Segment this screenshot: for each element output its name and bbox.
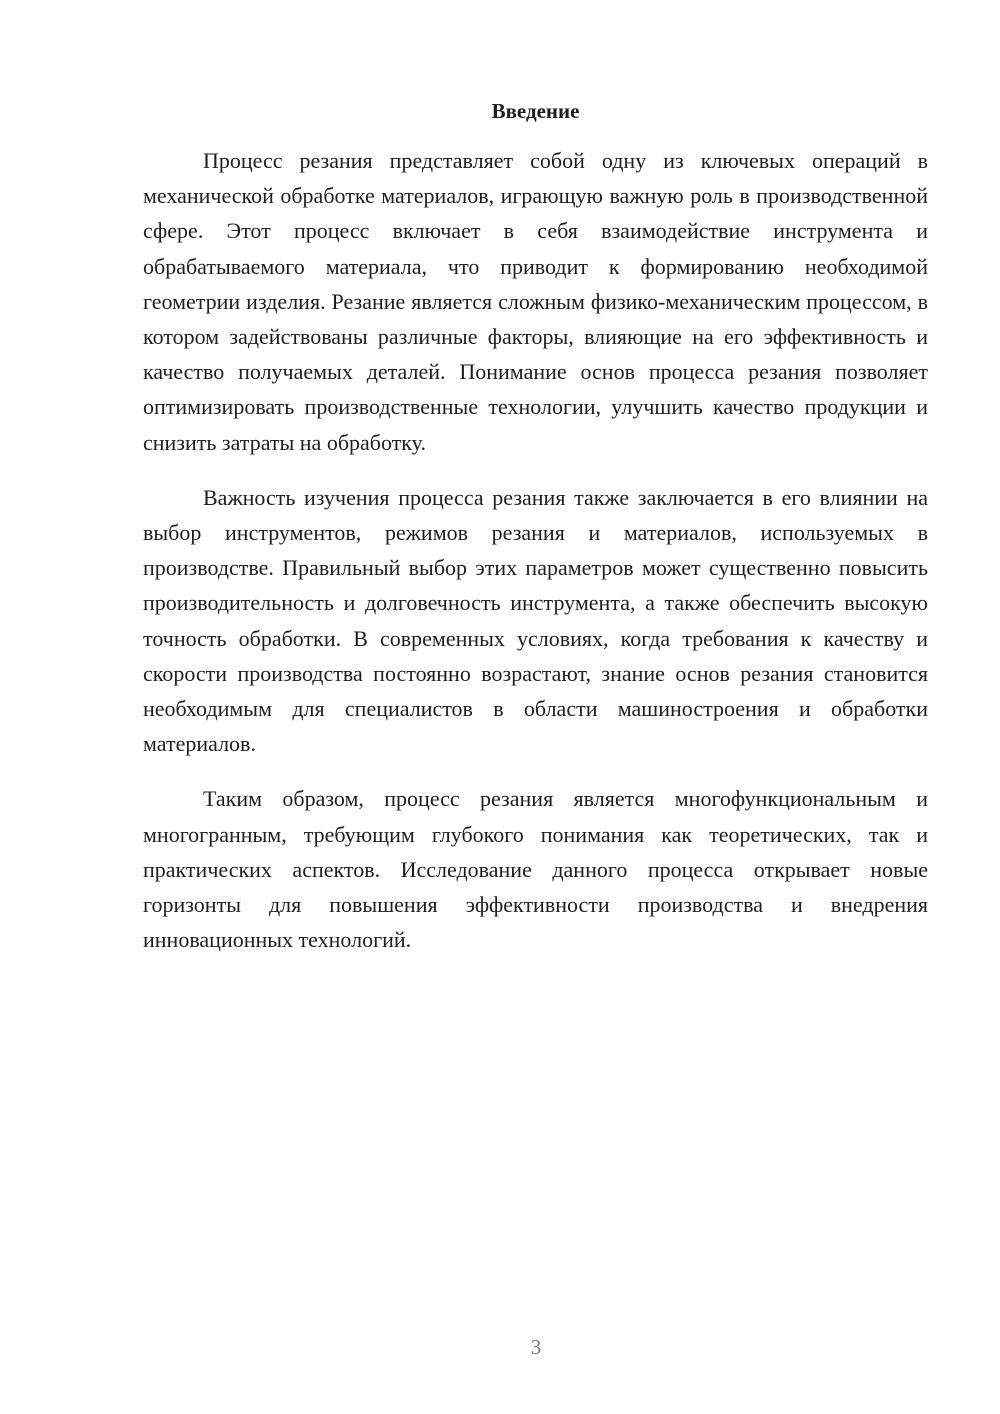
body-text bbox=[143, 143, 928, 977]
paragraph-3: Таким образом, процесс резания является многофункциональным и многогранным, требующим глубокого понимания как теоретических, так и практических аспектов. Исследование данного процесса открывает новые горизонты для повышения эффективности производства и внедрения инновационных технологий. bbox=[143, 786, 928, 953]
paragraph-2: Важность изучения процесса резания также заключается в его влиянии на выбор инструментов, режимов резания и материалов, используемых в производстве. Правильный выбор этих параметров может существенно повысить производительность и долговечность инструмента, а также обеспечить высокую точность обработки. В современных условиях, когда требования к качеству и скорости производства постоянно возрастают, знание основ резания становится необходимым для специалистов в области машиностроения и обработки материалов. bbox=[143, 484, 928, 757]
section-title: Введение bbox=[491, 99, 580, 123]
paragraph-1: Процесс резания представляет собой одну из ключевых операций в механической обработке материалов, играющую важную роль в производственной сфере. Этот процесс включает в себя взаимодействие инструмента и обрабатываемого материала, что приводит к формированию необходимой геометрии изделия. Резание является сложным физико-механическим процессом, в котором задействованы различные факторы, влияющие на его эффективность и качество получаемых деталей. Понимание основ процесса резания позволяет оптимизировать производственные технологии, улучшить качество продукции и снизить затраты на обработку. bbox=[143, 148, 928, 455]
page-number: 3 bbox=[530, 1335, 542, 1359]
